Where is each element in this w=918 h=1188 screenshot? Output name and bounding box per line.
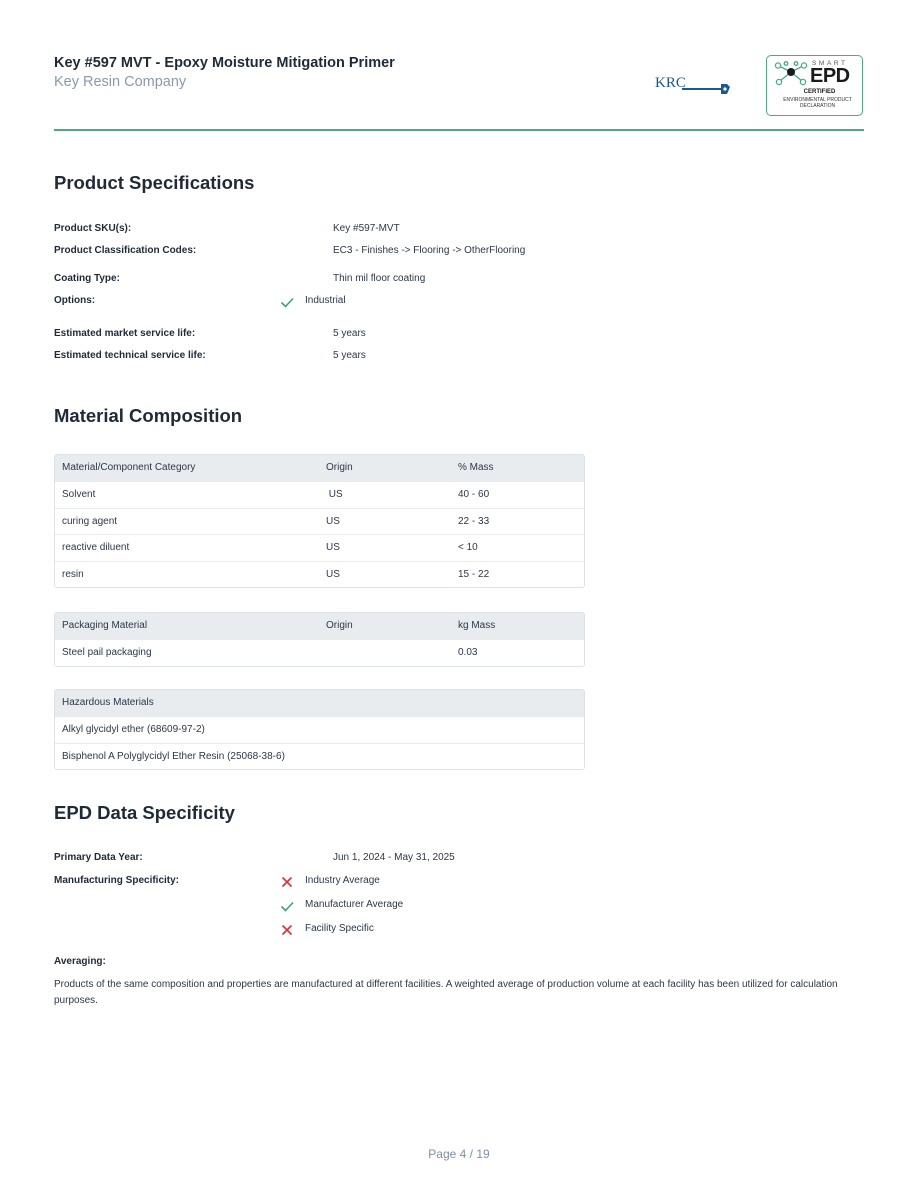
document-title: Key #597 MVT - Epoxy Moisture Mitigation Primer (54, 55, 395, 71)
krc-logo (655, 70, 735, 102)
technical-life-label: Estimated technical service life: (54, 350, 206, 361)
sku-label: Product SKU(s): (54, 223, 132, 234)
material-name: reactive diluent (62, 542, 130, 553)
epd-description (767, 97, 862, 109)
material-mass: 15 - 22 (458, 568, 490, 580)
specificity-option-industry: Industry Average (305, 875, 380, 886)
company-name: Key Resin Company (54, 74, 187, 90)
smart-epd-badge (766, 55, 863, 116)
material-composition-heading: Material Composition (54, 405, 243, 426)
material-mass: < 10 (458, 542, 478, 553)
packaging-name: Steel pail packaging (62, 647, 152, 658)
product-specs-heading: Product Specifications (54, 172, 255, 193)
epd-certified-label: CERTIFIED (803, 89, 836, 95)
table-row (55, 534, 584, 561)
market-life-value: 5 years (333, 328, 366, 339)
sku-value: Key #597-MVT (333, 223, 400, 234)
material-name: curing agent (62, 515, 118, 527)
technical-life-value: 5 years (333, 350, 366, 361)
table-row (55, 716, 584, 743)
material-origin: US (326, 515, 340, 527)
primary-data-year-label: Primary Data Year: (54, 852, 143, 863)
manufacturing-specificity-label: Manufacturing Specificity: (54, 875, 180, 886)
krc-logo-text: KRC (655, 75, 686, 91)
page-header (54, 55, 864, 131)
page-number: Page 4 / 19 (428, 1147, 490, 1161)
check-icon (279, 898, 295, 914)
packaging-mass: 0.03 (458, 647, 478, 658)
coating-label: Coating Type: (54, 273, 120, 284)
specificity-option-facility: Facility Specific (305, 923, 374, 934)
header-divider (54, 129, 864, 131)
coating-value: Thin mil floor coating (333, 273, 426, 284)
column-header: Origin (326, 462, 353, 473)
materials-table (54, 454, 585, 588)
classification-value: EC3 - Finishes -> Flooring -> OtherFlooring (333, 245, 526, 256)
classification-label: Product Classification Codes: (54, 245, 197, 256)
material-mass: 22 - 33 (458, 515, 490, 527)
epd-desc-line1: ENVIRONMENTAL PRODUCT (783, 97, 852, 103)
table-row (55, 639, 584, 666)
column-header: % Mass (458, 462, 494, 473)
cross-icon (279, 874, 295, 890)
epd-label: EPD (810, 65, 850, 87)
table-header (55, 455, 584, 481)
options-value: Industrial (305, 295, 346, 306)
material-mass: 40 - 60 (458, 489, 490, 500)
column-header: kg Mass (458, 620, 496, 631)
material-origin: US (326, 568, 340, 580)
averaging-text: Products of the same composition and properties are manufactured at different facilities. A weighted average of production volume at each facility has been utilized for calculation purposes. (54, 979, 838, 1006)
material-name: resin (62, 568, 84, 580)
primary-data-year-value: Jun 1, 2024 - May 31, 2025 (333, 852, 455, 863)
specificity-option-manufacturer: Manufacturer Average (305, 899, 404, 910)
epd-desc-line2: DECLARATION (799, 103, 836, 109)
table-row (55, 481, 584, 508)
market-life-label: Estimated market service life: (54, 328, 196, 339)
hazardous-material: Bisphenol A Polyglycidyl Ether Resin (25068-38-6) (62, 750, 285, 762)
averaging-label: Averaging: (54, 956, 106, 967)
column-header: Hazardous Materials (62, 697, 154, 708)
check-icon (279, 294, 295, 310)
options-label: Options: (54, 295, 96, 306)
table-row (55, 743, 584, 770)
table-row (55, 561, 584, 588)
table-header (55, 613, 584, 639)
material-origin: US (326, 542, 340, 553)
material-origin: US (326, 489, 343, 500)
column-header: Material/Component Category (62, 462, 196, 473)
epd-smart-label: SMART (812, 60, 848, 67)
hazardous-material: Alkyl glycidyl ether (68609-97-2) (62, 724, 205, 735)
material-name: Solvent (62, 489, 96, 500)
epd-specificity-heading: EPD Data Specificity (54, 802, 235, 823)
column-header: Packaging Material (62, 620, 148, 631)
column-header: Origin (326, 620, 353, 631)
packaging-table (54, 612, 585, 667)
molecule-icon (772, 61, 810, 87)
hazardous-materials-table (54, 689, 585, 770)
table-header (55, 690, 584, 716)
table-row (55, 508, 584, 535)
cross-icon (279, 922, 295, 938)
